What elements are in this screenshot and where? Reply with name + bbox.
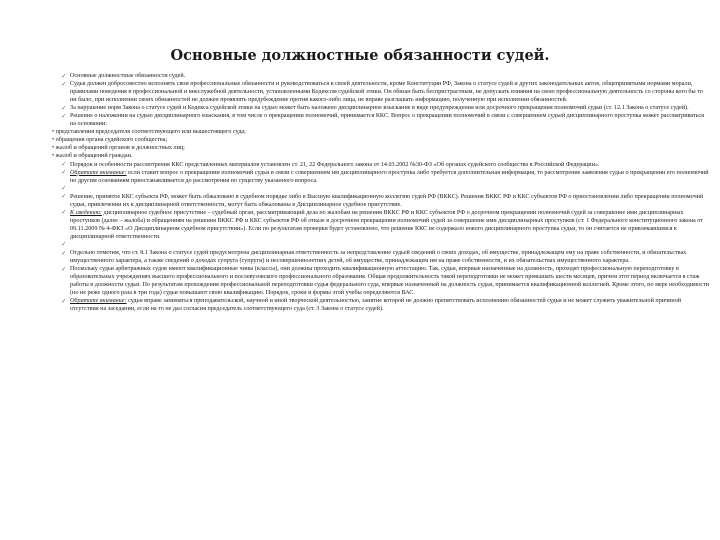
paragraph-text: судьи вправе заниматься преподавательской, научной и иной творческой деятельностью, занятие которой не должно препятствовать исполнению обязанностей судьи и не может служить уважительной причиной отсутствия на заседании, если на то не дал согласия председатель соответствующего суда (ст. 3 Закона о статусе судей). xyxy=(70,298,682,313)
bullet-paragraph xyxy=(50,104,710,112)
paragraph-text: • жалоб и обращений органов и должностных лиц; xyxy=(52,145,185,152)
list-item xyxy=(50,136,710,144)
checkmark-bullet-icon: ✓ xyxy=(61,208,67,217)
bullet-paragraph xyxy=(50,241,710,249)
bullet-paragraph xyxy=(50,209,710,241)
paragraph-text: • жалоб и обращений граждан. xyxy=(52,153,133,160)
list-item xyxy=(50,144,710,152)
bullet-paragraph xyxy=(50,185,710,193)
paragraph-text: если ставит вопрос о прекращении полномочий судьи в связи с совершением им дисциплинарного проступка либо требуется дополнительная информация, то рассмотрение заявления судьи о прекращении его полномочий по другим основаниям приостанавливается до рассмотрения по существу указанного вопроса. xyxy=(70,169,709,184)
checkmark-bullet-icon: ✓ xyxy=(61,296,67,305)
paragraph-text: Решение о наложении на судью дисциплинарного взыскания, в том числе о прекращении полномочий, принимается ККС. Вопрос о прекращении полномочий в связи с совершением судьей дисциплинарного проступка может рассматриваться на основании: xyxy=(70,113,704,128)
bullet-paragraph xyxy=(50,72,710,80)
checkmark-bullet-icon: ✓ xyxy=(61,103,67,112)
paragraph-text: • обращения органа судейского сообщества; xyxy=(52,137,168,144)
paragraph-text: Решение, принятое ККС субъекта РФ, может быть обжаловано в судебном порядке либо в Высшую квалификационную коллегию судей РФ (ВККС). Решения ВККС РФ и ККС субъектов РФ о приостановлении либо прекращении полномочий судьи, привлечении их к дисциплинарной ответственности, могут быть обжалованы в Дисциплинарное судебное присутствие. xyxy=(70,193,704,208)
checkmark-bullet-icon: ✓ xyxy=(61,160,67,169)
bullet-paragraph xyxy=(50,161,710,169)
list-item xyxy=(50,128,710,136)
paragraph-text: Судья должен добросовестно исполнять свои профессиональные обязанности и руководствоваться в своей деятельности, кроме Конституции РФ, Закона о статусе судей и других законодательных актов, общепринятыми нормами морали, правилами поведения в профессиональной и внеслужебной деятельности, установленными Кодексом судейской этики. Он обязан быть беспристрастным, не допускать влияния на свою профессиональную деятельность со стороны кого бы то ни было, при исполнении своих обязанностей не должен проявлять предубеждение против какого-либо лица, не вправе разглашать информацию, полученную при исполнении обязанностей. xyxy=(70,81,703,104)
bullet-paragraph xyxy=(50,265,710,297)
checkmark-bullet-icon: ✓ xyxy=(61,192,67,201)
checkmark-bullet-icon: ✓ xyxy=(61,79,67,88)
paragraph-lead: Обратите внимание: xyxy=(70,169,127,176)
bullet-paragraph xyxy=(50,169,710,185)
page-title: Основные должностные обязанности судей. xyxy=(170,47,550,64)
checkmark-bullet-icon: ✓ xyxy=(61,248,67,257)
paragraph-text: Поскольку судьи арбитражных судов имеют квалификационные чины (классы), они должны проходить квалификационную аттестацию. Так, судьи, впервые назначенные на должность, проходят профессиональную переподготовку в образовательных учреждениях высшего профессионального и послевузовского профессионального образования. Общая продолжительность такой переподготовки не может превышать шести месяцев, причем этот период включается в стаж работы в должности судьи. По результатам прохождения профессиональной переподготовки судья федерального суда, впервые назначенный на должность судьи, принимается квалификационной коллегией. Кроме этого, по мере необходимости (но не реже одного раза в три года) судьи повышают свою квалификацию. Порядок, сроки и формы этой учебы определяются ВАС. xyxy=(70,266,709,297)
paragraph-text: дисциплинарное судебное присутствие – судебный орган, рассматривающий дела по жалобам на решения ВККС РФ и ККС субъектов РФ о досрочном прекращении полномочий судей за совершение ими дисциплинарных проступков (далее – жалоба) и обращениям на решения ВККС РФ и ККС субъектов РФ об отказе в досрочном прекращении полномочий судей за совершение ими дисциплинарных проступков (ст. 1 Федерального конституционного закона от 09.11.2009 № 4-ФКЗ «О Дисциплинарном судебном присутствии»). Если по результатам проверки будет установлено, что решение ККС не содержало нового дисциплинарного проступка судьи, то он считается не привлекавшимся к дисциплинарной ответственности. xyxy=(70,209,703,240)
paragraph-lead: Обратите внимание: xyxy=(70,298,127,305)
checkmark-bullet-icon: ✓ xyxy=(61,72,67,80)
checkmark-bullet-icon: ✓ xyxy=(61,184,67,193)
checkmark-bullet-icon: ✓ xyxy=(61,264,67,273)
paragraph-text: Отдельно отметим, что ст. 8.1 Закона о статусе судей предусмотрена дисциплинарная ответственность за непредставление судьей сведений о своих доходах, об имуществе, принадлежащем ему на праве собственности, и обязательствах имущественного характера, а также сведений о доходах супруга (супруги) и несовершеннолетних детей, об имуществе, принадлежащем им на праве собственности, и их обязательствах имущественного характера. xyxy=(70,250,687,265)
bullet-paragraph xyxy=(50,249,710,265)
checkmark-bullet-icon: ✓ xyxy=(61,111,67,120)
paragraph-text: Основные должностные обязанности судей. xyxy=(70,73,186,79)
bullet-paragraph xyxy=(50,80,710,104)
paragraph-lead: К сведению: xyxy=(70,209,102,216)
checkmark-bullet-icon: ✓ xyxy=(61,240,67,249)
paragraph-text: • представления председателя соответствующего или вышестоящего суда; xyxy=(52,129,246,136)
bullet-paragraph xyxy=(50,112,710,128)
paragraph-text: За нарушение норм Закона о статусе судей и Кодекса судейской этики на судью может быть наложено дисциплинарное взыскание в виде предупреждения или досрочного прекращения полномочий судьи (ст. 12.1 Закона о статусе судей). xyxy=(70,105,689,112)
paragraph-text: Порядок и особенности рассмотрения ККС представленных материалов установлен ст. 21, 22 Федерального закона от 14.03.2002 №30-ФЗ «Об органах судейского сообщества в Российской Федерации». xyxy=(70,161,600,168)
bullet-paragraph xyxy=(50,297,710,313)
content-body xyxy=(50,72,710,534)
list-item xyxy=(50,152,710,160)
bullet-paragraph xyxy=(50,193,710,209)
checkmark-bullet-icon: ✓ xyxy=(61,168,67,177)
